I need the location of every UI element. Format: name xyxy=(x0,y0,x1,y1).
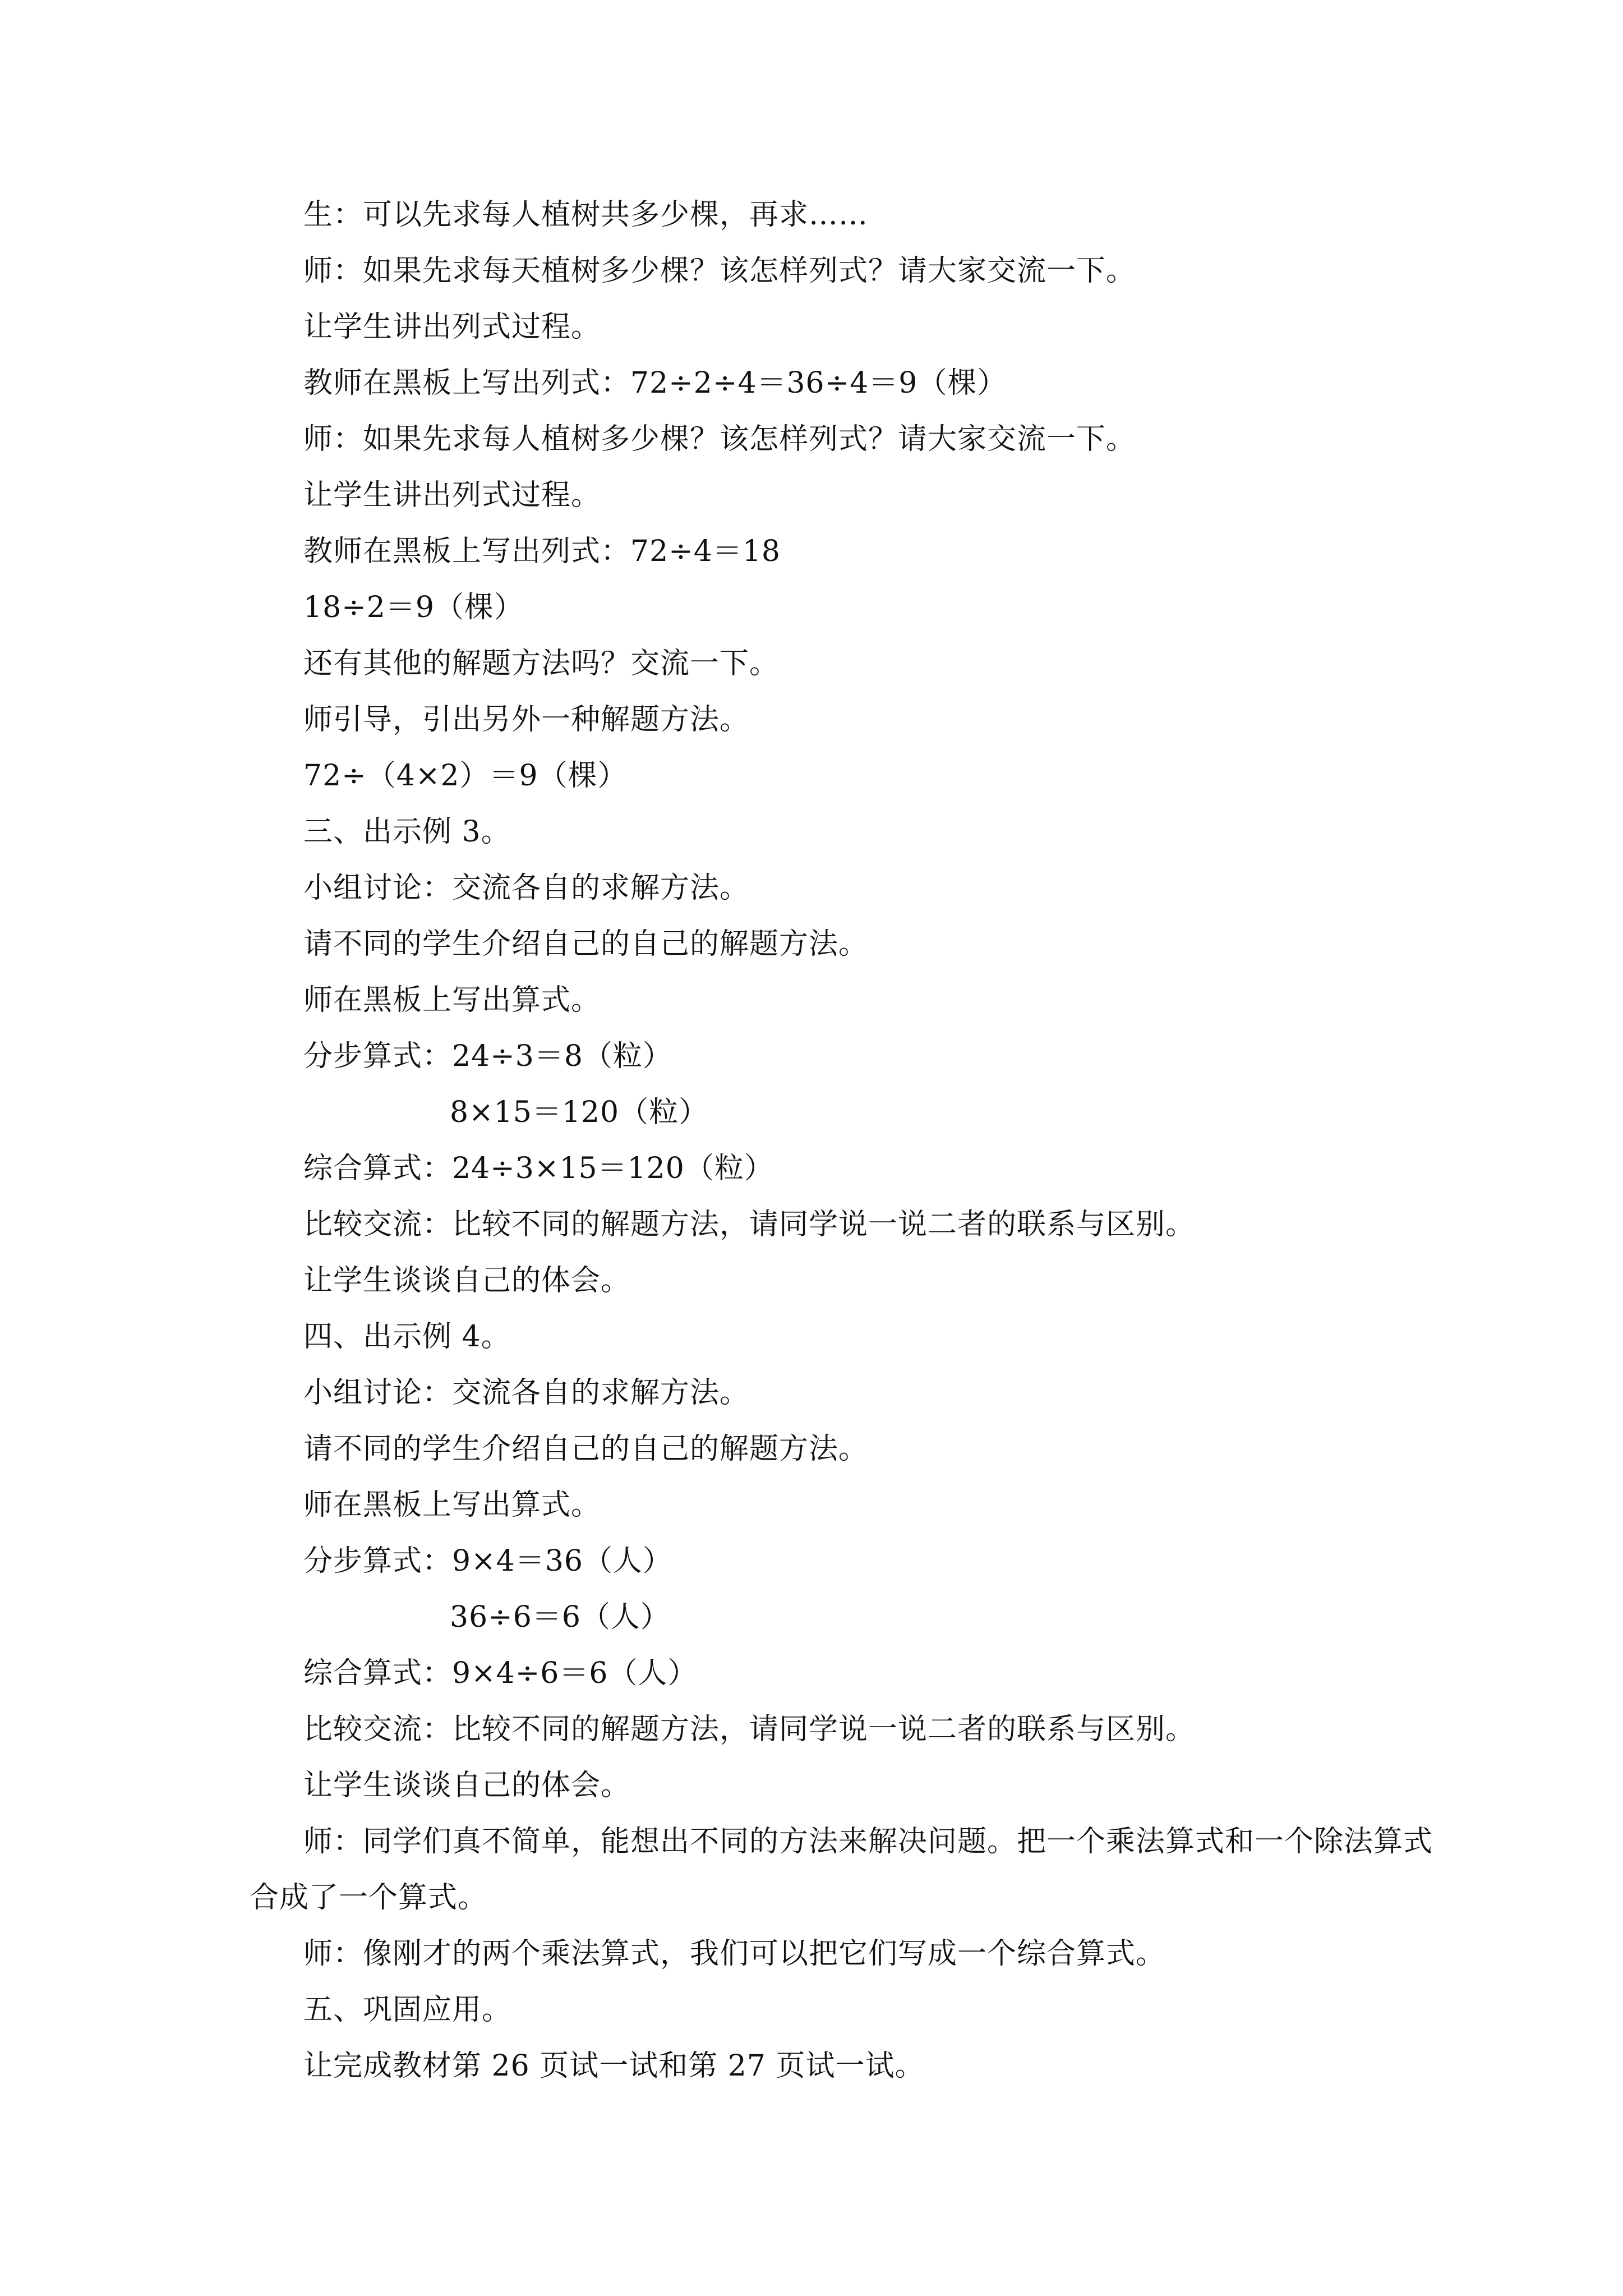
text-line: 师在黑板上写出算式。 xyxy=(303,1488,601,1522)
text-line: 小组讨论：交流各自的求解方法。 xyxy=(303,1376,750,1410)
text-line: 36÷6＝6（人） xyxy=(450,1600,670,1634)
text-line: 分步算式：24÷3＝8（粒） xyxy=(303,1039,672,1073)
text-line: 生：可以先求每人植树共多少棵，再求…… xyxy=(303,198,869,232)
text-line: 综合算式：9×4÷6＝6（人） xyxy=(303,1657,698,1690)
text-line: 比较交流：比较不同的解题方法，请同学说一说二者的联系与区别。 xyxy=(303,1713,1196,1746)
text-line: 让学生讲出列式过程。 xyxy=(303,478,601,512)
text-line: 师：如果先求每人植树多少棵？该怎样列式？请大家交流一下。 xyxy=(303,422,1136,456)
text-line: 让学生讲出列式过程。 xyxy=(303,310,601,344)
text-line: 还有其他的解题方法吗？交流一下。 xyxy=(303,647,780,680)
text-line: 师在黑板上写出算式。 xyxy=(303,983,601,1017)
text-line: 师：如果先求每天植树多少棵？该怎样列式？请大家交流一下。 xyxy=(303,254,1136,288)
text-line: 8×15＝120（粒） xyxy=(450,1096,709,1129)
text-line: 小组讨论：交流各自的求解方法。 xyxy=(303,871,750,905)
text-line: 师：同学们真不简单，能想出不同的方法来解决问题。把一个乘法算式和一个除法算式 xyxy=(303,1825,1433,1858)
text-line: 分步算式：9×4＝36（人） xyxy=(303,1544,672,1578)
text-line: 让学生谈谈自己的体会。 xyxy=(303,1264,631,1297)
text-line: 师：像刚才的两个乘法算式，我们可以把它们写成一个综合算式。 xyxy=(303,1937,1166,1971)
section-heading: 五、巩固应用。 xyxy=(303,1993,512,2027)
text-line: 请不同的学生介绍自己的自己的解题方法。 xyxy=(303,927,869,961)
text-line: 72÷（4×2）＝9（棵） xyxy=(303,759,628,793)
text-line: 比较交流：比较不同的解题方法，请同学说一说二者的联系与区别。 xyxy=(303,1208,1196,1241)
text-line: 师引导，引出另外一种解题方法。 xyxy=(303,703,750,737)
text-line: 综合算式：24÷3×15＝120（粒） xyxy=(303,1152,774,1185)
text-line: 教师在黑板上写出列式：72÷4＝18 xyxy=(303,535,781,568)
text-line: 合成了一个算式。 xyxy=(250,1881,488,1915)
text-line: 18÷2＝9（棵） xyxy=(303,591,524,624)
text-line: 让完成教材第 26 页试一试和第 27 页试一试。 xyxy=(303,2049,925,2083)
text-line: 让学生谈谈自己的体会。 xyxy=(303,1769,631,1802)
text-line: 请不同的学生介绍自己的自己的解题方法。 xyxy=(303,1432,869,1466)
section-heading: 四、出示例 4。 xyxy=(303,1320,511,1354)
section-heading: 三、出示例 3。 xyxy=(303,815,511,849)
text-line: 教师在黑板上写出列式：72÷2÷4＝36÷4＝9（棵） xyxy=(303,366,1007,400)
